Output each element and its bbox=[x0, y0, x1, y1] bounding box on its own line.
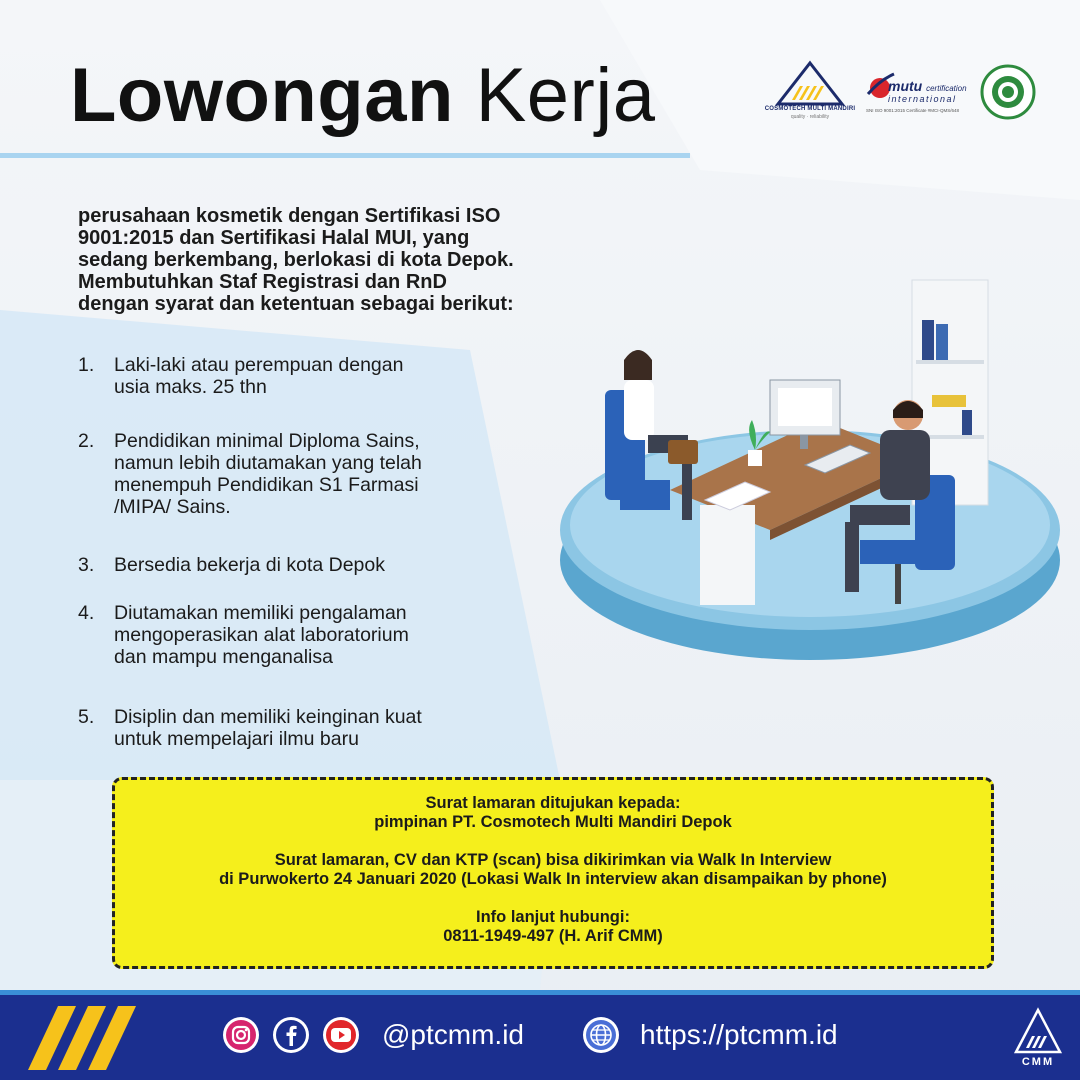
intro-line: sedang berkembang, berlokasi di kota Depok. bbox=[78, 249, 514, 271]
notice-line: Surat lamaran, CV dan KTP (scan) bisa dikirimkan via Walk In Interview bbox=[274, 851, 832, 869]
intro-line: dengan syarat dan ketentuan sebagai berikut: bbox=[78, 293, 514, 315]
intro-line: Membutuhkan Staf Registrasi dan RnD bbox=[78, 271, 447, 293]
page-title bbox=[70, 52, 655, 139]
intro-line: 9001:2015 dan Sertifikasi Halal MUI, yang bbox=[78, 227, 470, 249]
logo-group bbox=[760, 60, 1040, 130]
mutu-main: mutu bbox=[888, 78, 923, 94]
youtube-icon[interactable] bbox=[322, 1016, 360, 1054]
notice-line: di Purwokerto 24 Januari 2020 (Lokasi Walk In interview akan disampaikan by phone) bbox=[219, 870, 887, 888]
office-interview-illustration bbox=[520, 260, 1065, 690]
instagram-icon[interactable] bbox=[222, 1016, 260, 1054]
notice-contact: 0811-1949-497 (H. Arif CMM) bbox=[443, 927, 663, 945]
globe-icon bbox=[582, 1016, 620, 1054]
website-link[interactable]: https://ptcmm.id bbox=[640, 1019, 838, 1050]
requirement-number: 2. bbox=[78, 430, 95, 452]
mutu-sub: certification bbox=[926, 84, 967, 93]
cmm-triangle-icon bbox=[1010, 1006, 1066, 1056]
cmm-logo-caption: COSMOTECH MULTI MANDIRI bbox=[764, 106, 856, 112]
mutu-note: SNI ISO 9001:2015 Certificate #MCI-QMS/648 bbox=[866, 108, 960, 113]
footer-logo-text: CMM bbox=[1021, 1056, 1055, 1068]
facebook-icon[interactable] bbox=[272, 1016, 310, 1054]
requirement-line: usia maks. 25 thn bbox=[114, 376, 267, 398]
cmm-logo-tagline: quality · reliability bbox=[790, 114, 830, 120]
halal-mui-seal-icon bbox=[980, 64, 1036, 120]
mutu-logo bbox=[866, 68, 970, 128]
title-light: Kerja bbox=[475, 53, 656, 138]
requirement-number: 1. bbox=[78, 354, 95, 376]
requirement-number: 3. bbox=[78, 554, 95, 576]
title-underline bbox=[0, 153, 690, 158]
notice-line: pimpinan PT. Cosmotech Multi Mandiri Depok bbox=[374, 813, 732, 831]
intro-line: perusahaan kosmetik dengan Sertifikasi ISO bbox=[78, 205, 501, 227]
requirement-number: 4. bbox=[78, 602, 95, 624]
requirement-line: untuk mempelajari ilmu baru bbox=[114, 728, 359, 750]
requirement-line: mengoperasikan alat laboratorium bbox=[114, 624, 409, 646]
slash-decoration-icon bbox=[18, 1000, 148, 1076]
intro-paragraph bbox=[78, 205, 578, 315]
cmm-triangle-icon bbox=[760, 60, 860, 106]
requirement-line: namun lebih diutamakan yang telah bbox=[114, 452, 422, 474]
application-notice-box bbox=[112, 777, 994, 969]
requirement-line: Bersedia bekerja di kota Depok bbox=[114, 554, 385, 576]
requirement-line: Diutamakan memiliki pengalaman bbox=[114, 602, 407, 624]
requirement-line: Disiplin dan memiliki keinginan kuat bbox=[114, 706, 422, 728]
requirement-line: menempuh Pendidikan S1 Farmasi bbox=[114, 474, 419, 496]
mutu-intl: international bbox=[888, 94, 957, 104]
mutu-logo-name bbox=[888, 78, 967, 94]
requirement-line: Laki-laki atau perempuan dengan bbox=[114, 354, 404, 376]
requirement-line: Pendidikan minimal Diploma Sains, bbox=[114, 430, 420, 452]
notice-line: Info lanjut hubungi: bbox=[476, 908, 630, 926]
requirement-line: dan mampu menganalisa bbox=[114, 646, 333, 668]
requirement-line: /MIPA/ Sains. bbox=[114, 496, 231, 518]
footer-cmm-logo bbox=[1010, 1006, 1066, 1072]
footer-bar bbox=[0, 995, 1080, 1080]
notice-line: Surat lamaran ditujukan kepada: bbox=[425, 794, 681, 812]
title-bold: Lowongan bbox=[70, 53, 454, 138]
social-handle[interactable]: @ptcmm.id bbox=[382, 1019, 524, 1050]
cmm-logo bbox=[760, 60, 860, 130]
requirement-number: 5. bbox=[78, 706, 95, 728]
